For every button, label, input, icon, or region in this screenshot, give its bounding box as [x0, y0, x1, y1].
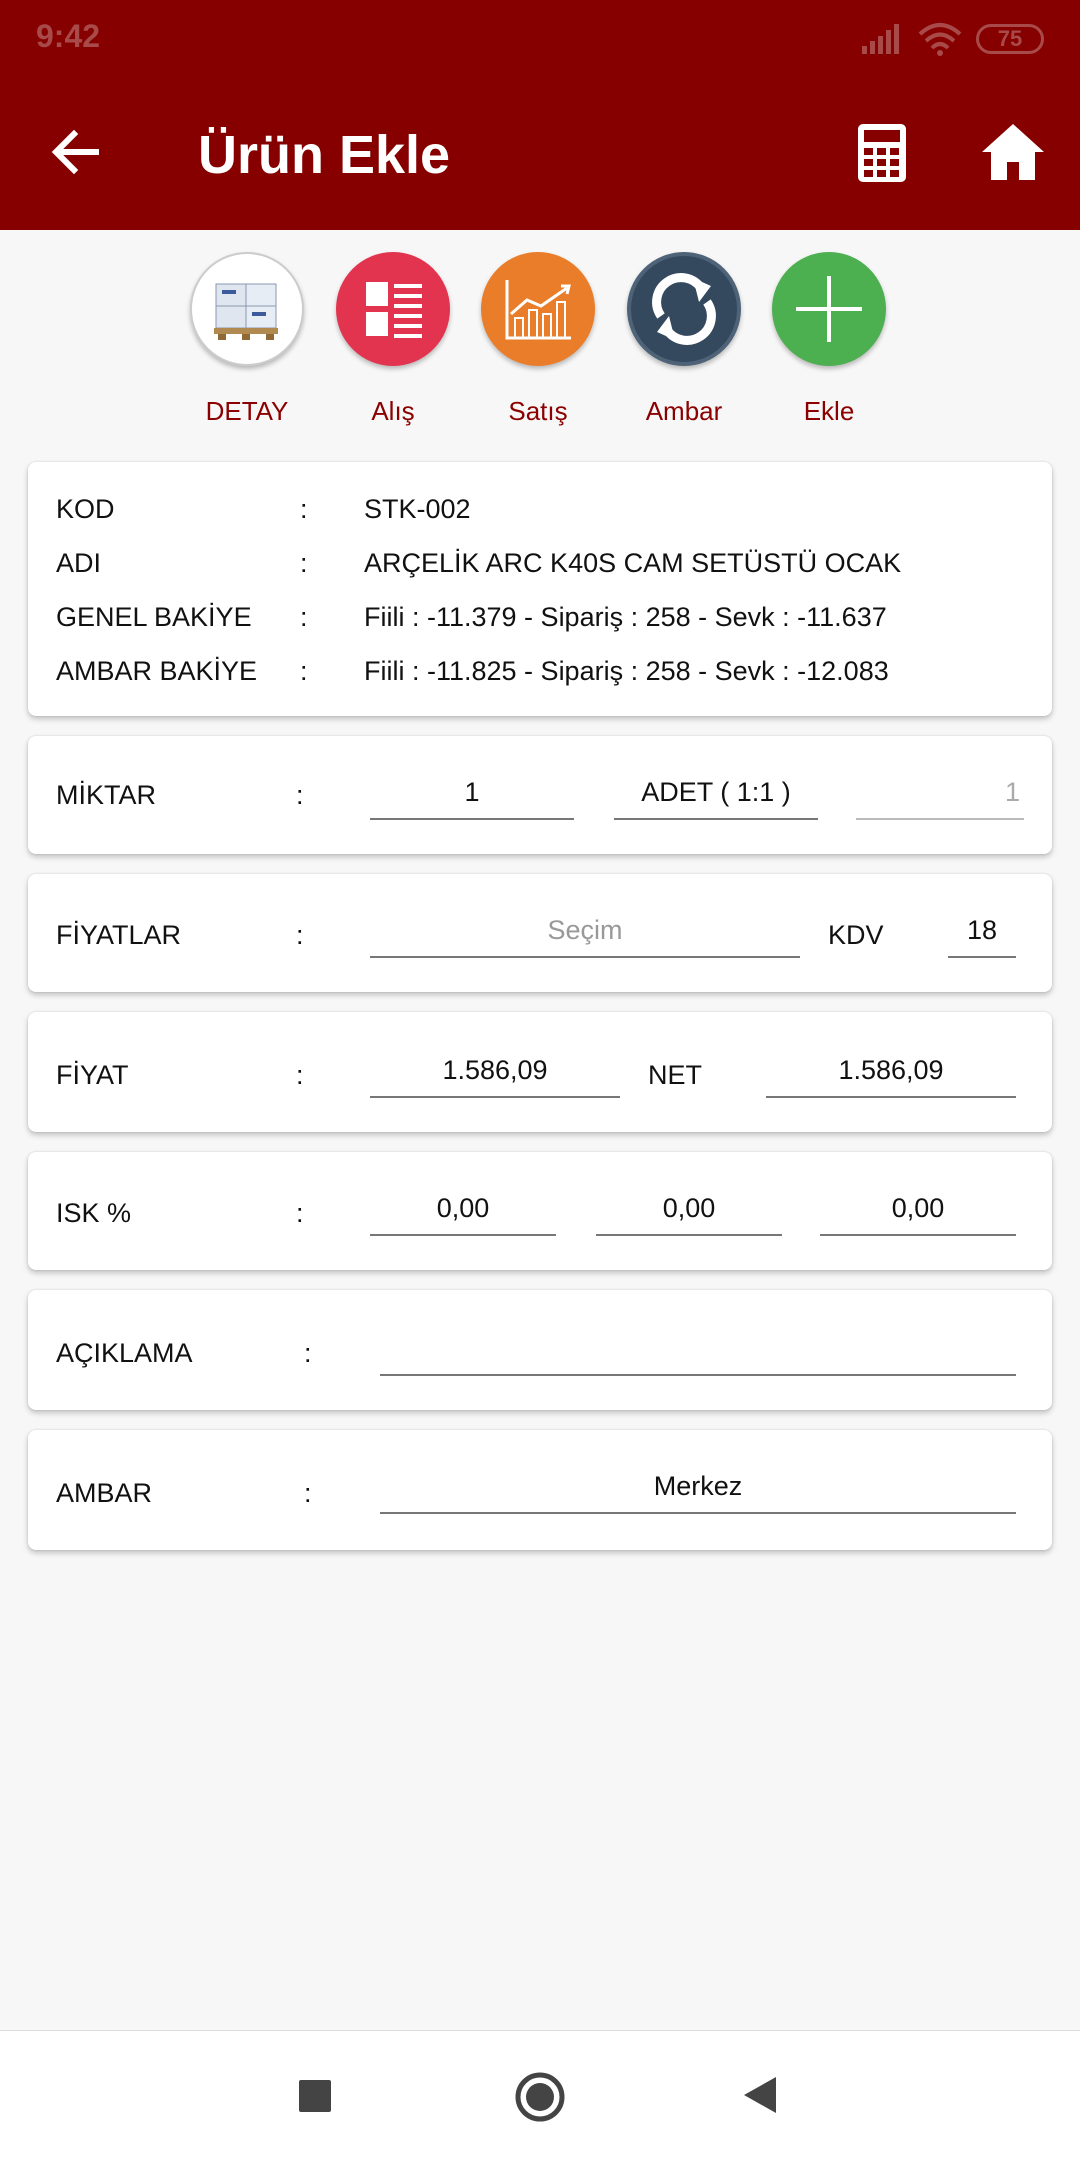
chart-icon: [481, 252, 595, 366]
box-icon: [190, 252, 304, 366]
adi-value: ARÇELİK ARC K40S CAM SETÜSTÜ OCAK: [364, 548, 902, 578]
kod-label: KOD: [56, 494, 115, 524]
status-time: 9:42: [36, 18, 101, 54]
colon: :: [304, 1478, 312, 1508]
calculator-icon: [856, 122, 908, 184]
aciklama-card: [28, 1290, 1052, 1410]
status-bar: [0, 0, 1080, 78]
kod-value: STK-002: [364, 494, 471, 524]
ambar-label: Ambar: [645, 396, 723, 426]
circle-icon: [514, 2071, 566, 2123]
fiyat-card: [28, 1012, 1052, 1132]
base-quantity-field: 1: [856, 770, 1024, 820]
miktar-input[interactable]: 1: [370, 770, 574, 820]
ambar-card: [28, 1430, 1052, 1550]
fiyatlar-label: FİYATLAR: [56, 920, 182, 950]
back-nav-button[interactable]: [742, 2075, 778, 2120]
square-icon: [298, 2079, 332, 2113]
price-list-select[interactable]: Seçim: [370, 908, 800, 958]
ambar-bakiye-label: AMBAR BAKİYE: [56, 656, 258, 686]
battery-icon: 75: [976, 24, 1044, 54]
colon: :: [300, 548, 308, 578]
colon: :: [296, 1060, 304, 1090]
app-header: [0, 0, 1080, 230]
colon: :: [300, 602, 308, 632]
triangle-back-icon: [742, 2075, 778, 2115]
isk-input-3[interactable]: 0,00: [820, 1186, 1016, 1236]
colon: :: [304, 1338, 312, 1368]
arrow-left-icon: [44, 120, 108, 184]
isk-input-1[interactable]: 0,00: [370, 1186, 556, 1236]
satis-label: Satış: [508, 396, 568, 426]
detay-button[interactable]: [167, 248, 327, 438]
colon: :: [296, 1198, 304, 1228]
ambar-bakiye-value: Fiili : -11.825 - Sipariş : 258 - Sevk : -12.083: [364, 656, 889, 686]
plus-icon: [772, 252, 886, 366]
unit-select[interactable]: ADET ( 1:1 ): [614, 770, 818, 820]
ekle-label: Ekle: [803, 396, 855, 426]
adi-label: ADI: [56, 548, 102, 578]
isk-card: [28, 1152, 1052, 1270]
kdv-label: KDV: [828, 920, 884, 950]
home-icon: [980, 122, 1046, 182]
system-nav-bar: [0, 2030, 1080, 2160]
fiyatlar-card: [28, 874, 1052, 992]
satis-button[interactable]: [458, 248, 618, 438]
net-input[interactable]: 1.586,09: [766, 1048, 1016, 1098]
ambar-select[interactable]: Merkez: [380, 1464, 1016, 1514]
action-toolbar: [0, 248, 1080, 438]
refresh-icon: [627, 252, 741, 366]
list-icon: [336, 252, 450, 366]
isk-label: ISK %: [56, 1198, 132, 1228]
wifi-icon: [918, 22, 962, 56]
kdv-input[interactable]: 18: [948, 908, 1016, 958]
page-title: Ürün Ekle: [198, 125, 451, 185]
recents-button[interactable]: [298, 2079, 332, 2118]
colon: :: [300, 656, 308, 686]
miktar-card: [28, 736, 1052, 854]
miktar-label: MİKTAR: [56, 780, 156, 810]
alis-button[interactable]: [313, 248, 473, 438]
back-button[interactable]: [44, 120, 108, 184]
signal-icon: [862, 24, 904, 54]
colon: :: [300, 494, 308, 524]
genel-bakiye-value: Fiili : -11.379 - Sipariş : 258 - Sevk : -11.637: [364, 602, 887, 632]
ekle-button[interactable]: [749, 248, 909, 438]
net-label: NET: [648, 1060, 702, 1090]
product-info-card: [28, 462, 1052, 716]
alis-label: Alış: [371, 396, 415, 426]
isk-input-2[interactable]: 0,00: [596, 1186, 782, 1236]
fiyat-label: FİYAT: [56, 1060, 129, 1090]
fiyat-input[interactable]: 1.586,09: [370, 1048, 620, 1098]
detay-label: DETAY: [205, 396, 289, 426]
ambar-button[interactable]: [604, 248, 764, 438]
colon: :: [296, 920, 304, 950]
colon: :: [296, 780, 304, 810]
aciklama-input[interactable]: [380, 1326, 1016, 1376]
ambar-field-label: AMBAR: [56, 1478, 153, 1508]
calculator-button[interactable]: [856, 122, 908, 184]
genel-bakiye-label: GENEL BAKİYE: [56, 602, 252, 632]
home-nav-button[interactable]: [514, 2071, 566, 2128]
home-button[interactable]: [980, 122, 1046, 182]
aciklama-label: AÇIKLAMA: [56, 1338, 193, 1368]
